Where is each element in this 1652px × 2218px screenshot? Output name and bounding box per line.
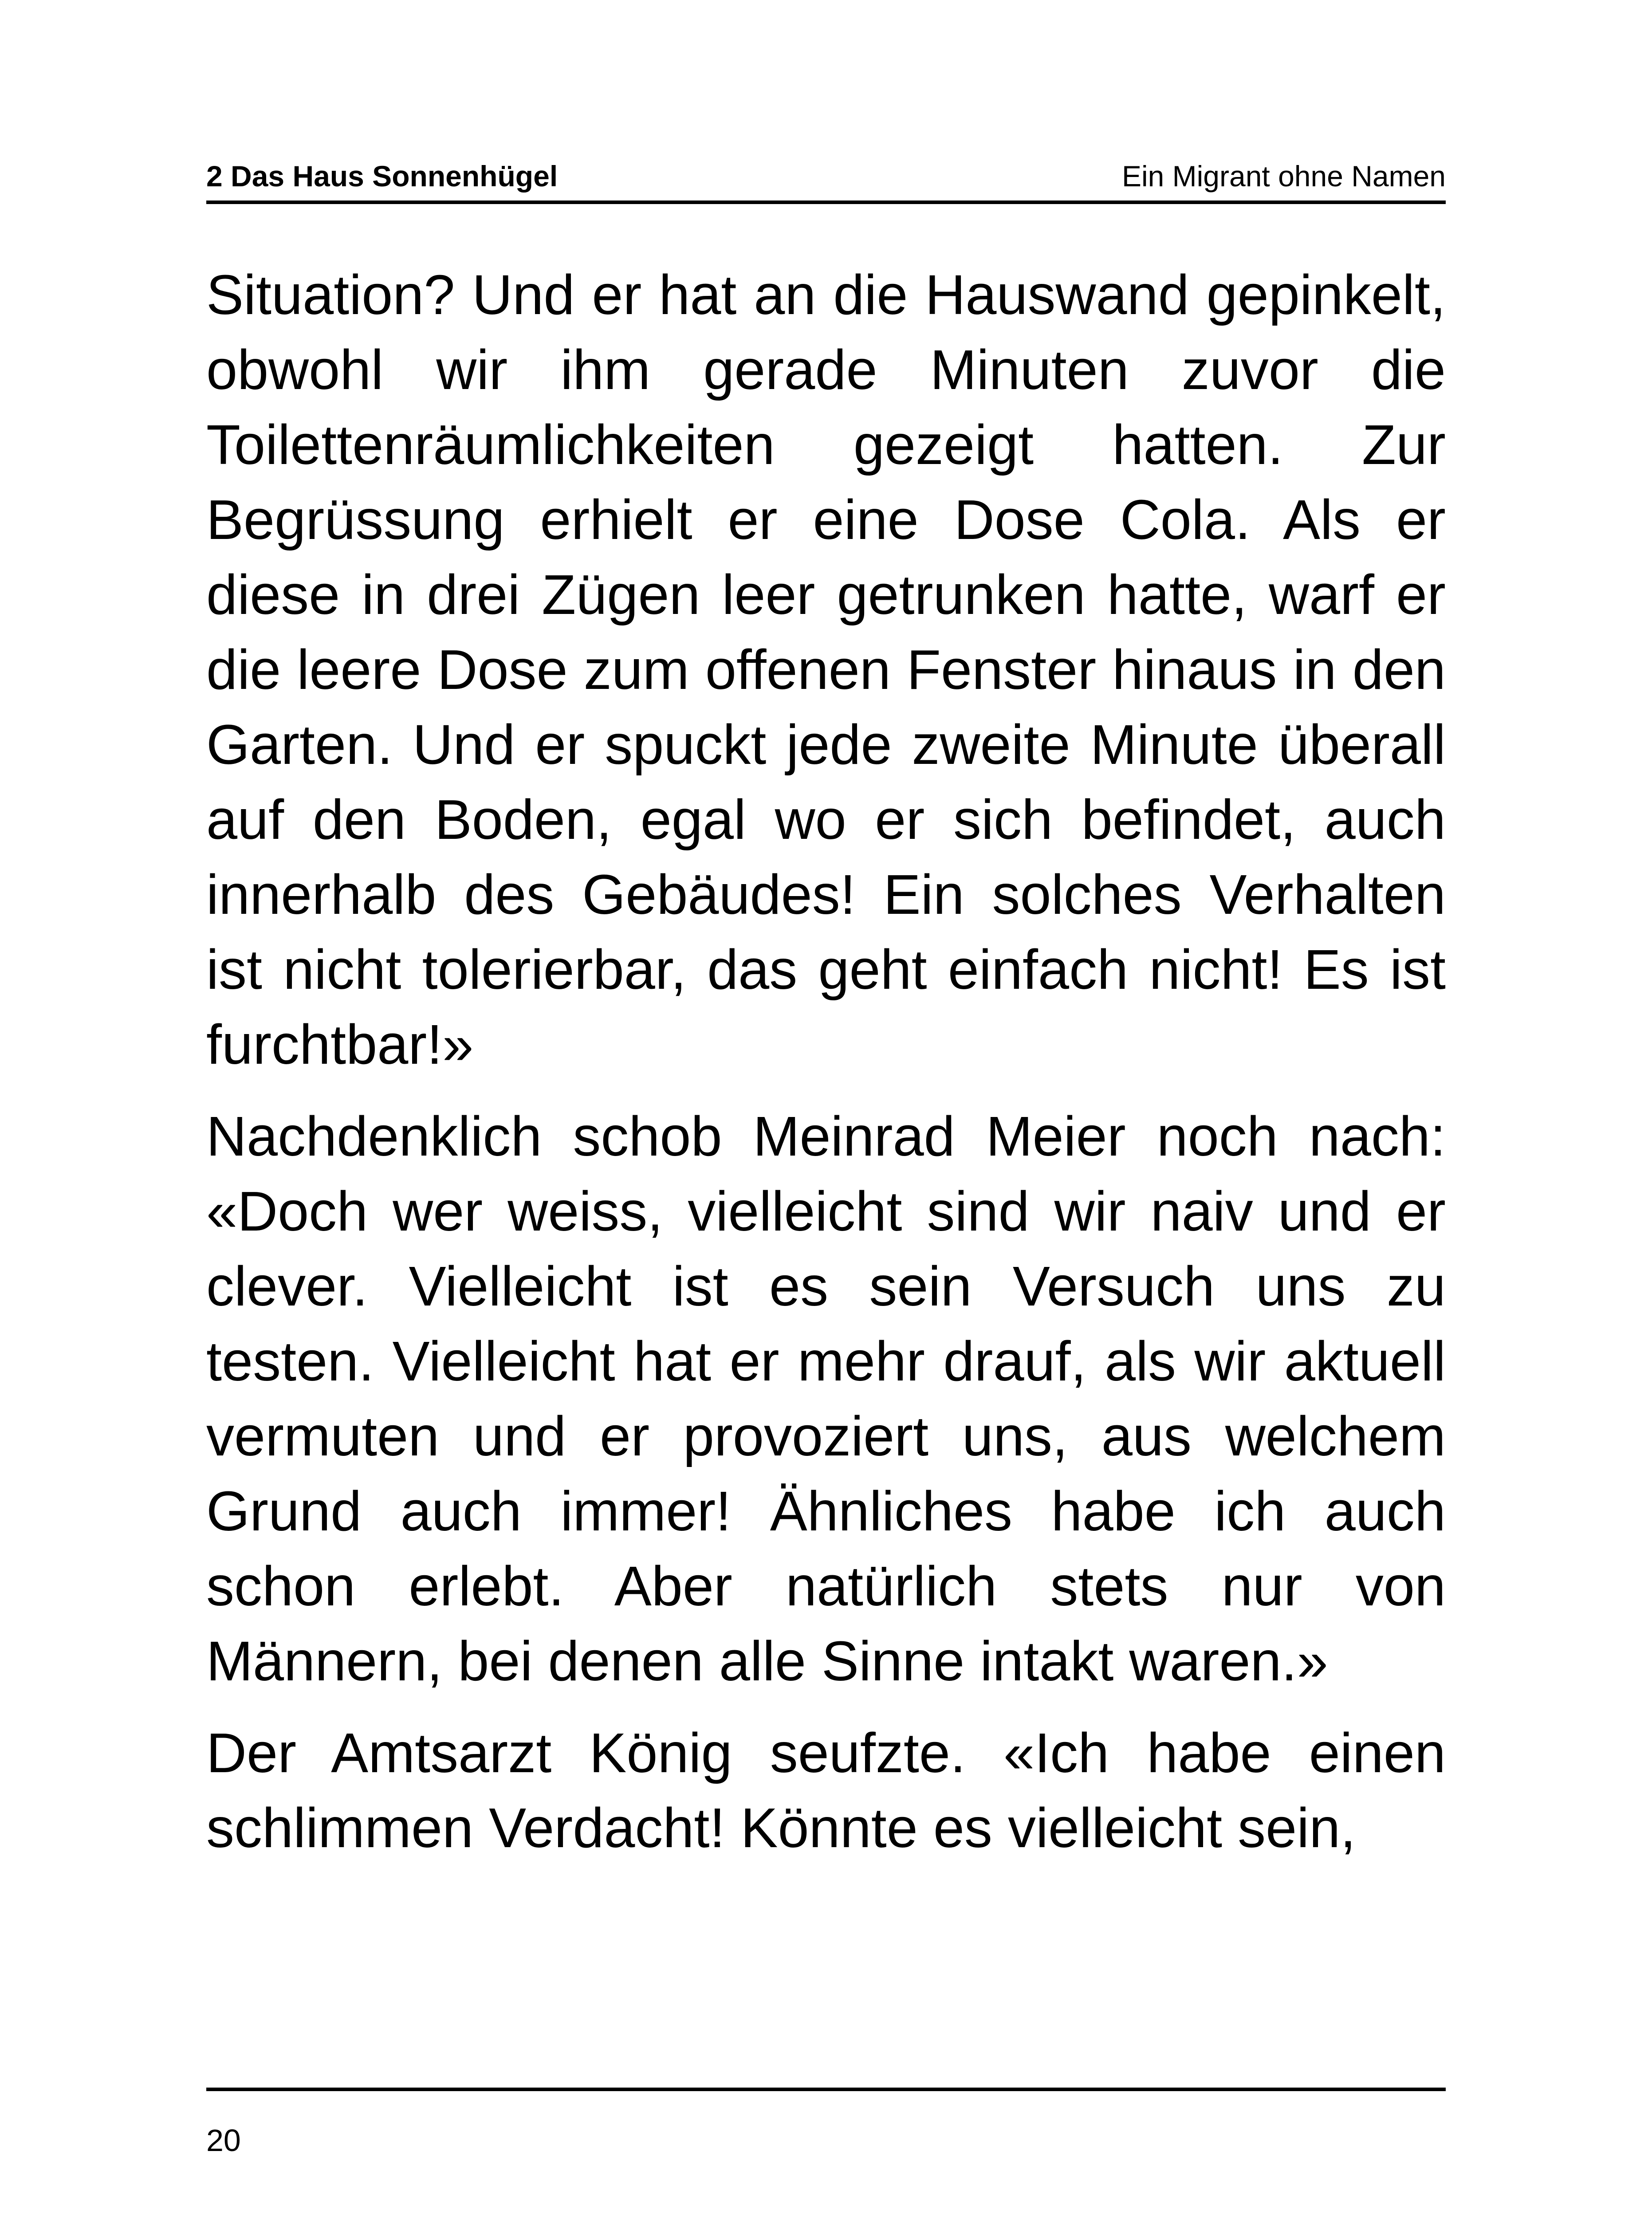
page-number: 20 (206, 2123, 241, 2158)
paragraph: Nachdenklich schob Meinrad Meier noch nach: «Doch wer weiss, vielleicht sind wir naiv und er clever. Vielleicht ist es sein Versuch uns zu testen. Vielleicht hat er mehr drauf, als wir aktuell vermuten und er provoziert uns, aus welchem Grund auch immer! Ähnliches habe ich auch schon erlebt. Aber natürlich stets nur von Männern, bei denen alle Sinne intakt waren.» (206, 1105, 1446, 1692)
page-body (206, 257, 1446, 1882)
chapter-title: 2 Das Haus Sonnenhügel (206, 160, 558, 193)
book-title: Ein Migrant ohne Namen (1121, 160, 1446, 193)
running-header (206, 151, 1446, 204)
paragraph: Situation? Und er hat an die Hauswand gepinkelt, obwohl wir ihm gerade Minuten zuvor die Toilettenräumlichkeiten gezeigt hatten. Zur Begrüssung erhielt er eine Dose Cola. Als er diese in drei Zügen leer getrunken hatte, warf er die leere Dose zum offenen Fenster hinaus in den Garten. Und er spuckt jede zweite Minute überall auf den Boden, egal wo er sich befindet, auch innerhalb des Gebäudes! Ein solches Verhalten ist nicht tolerierbar, das geht einfach nicht! Es ist furchtbar!» (206, 263, 1446, 1076)
footer-divider (206, 2088, 1446, 2091)
paragraph: Der Amtsarzt König seufzte. «Ich habe einen schlimmen Verdacht! Könnte es vielleicht sein, (206, 1722, 1446, 1859)
